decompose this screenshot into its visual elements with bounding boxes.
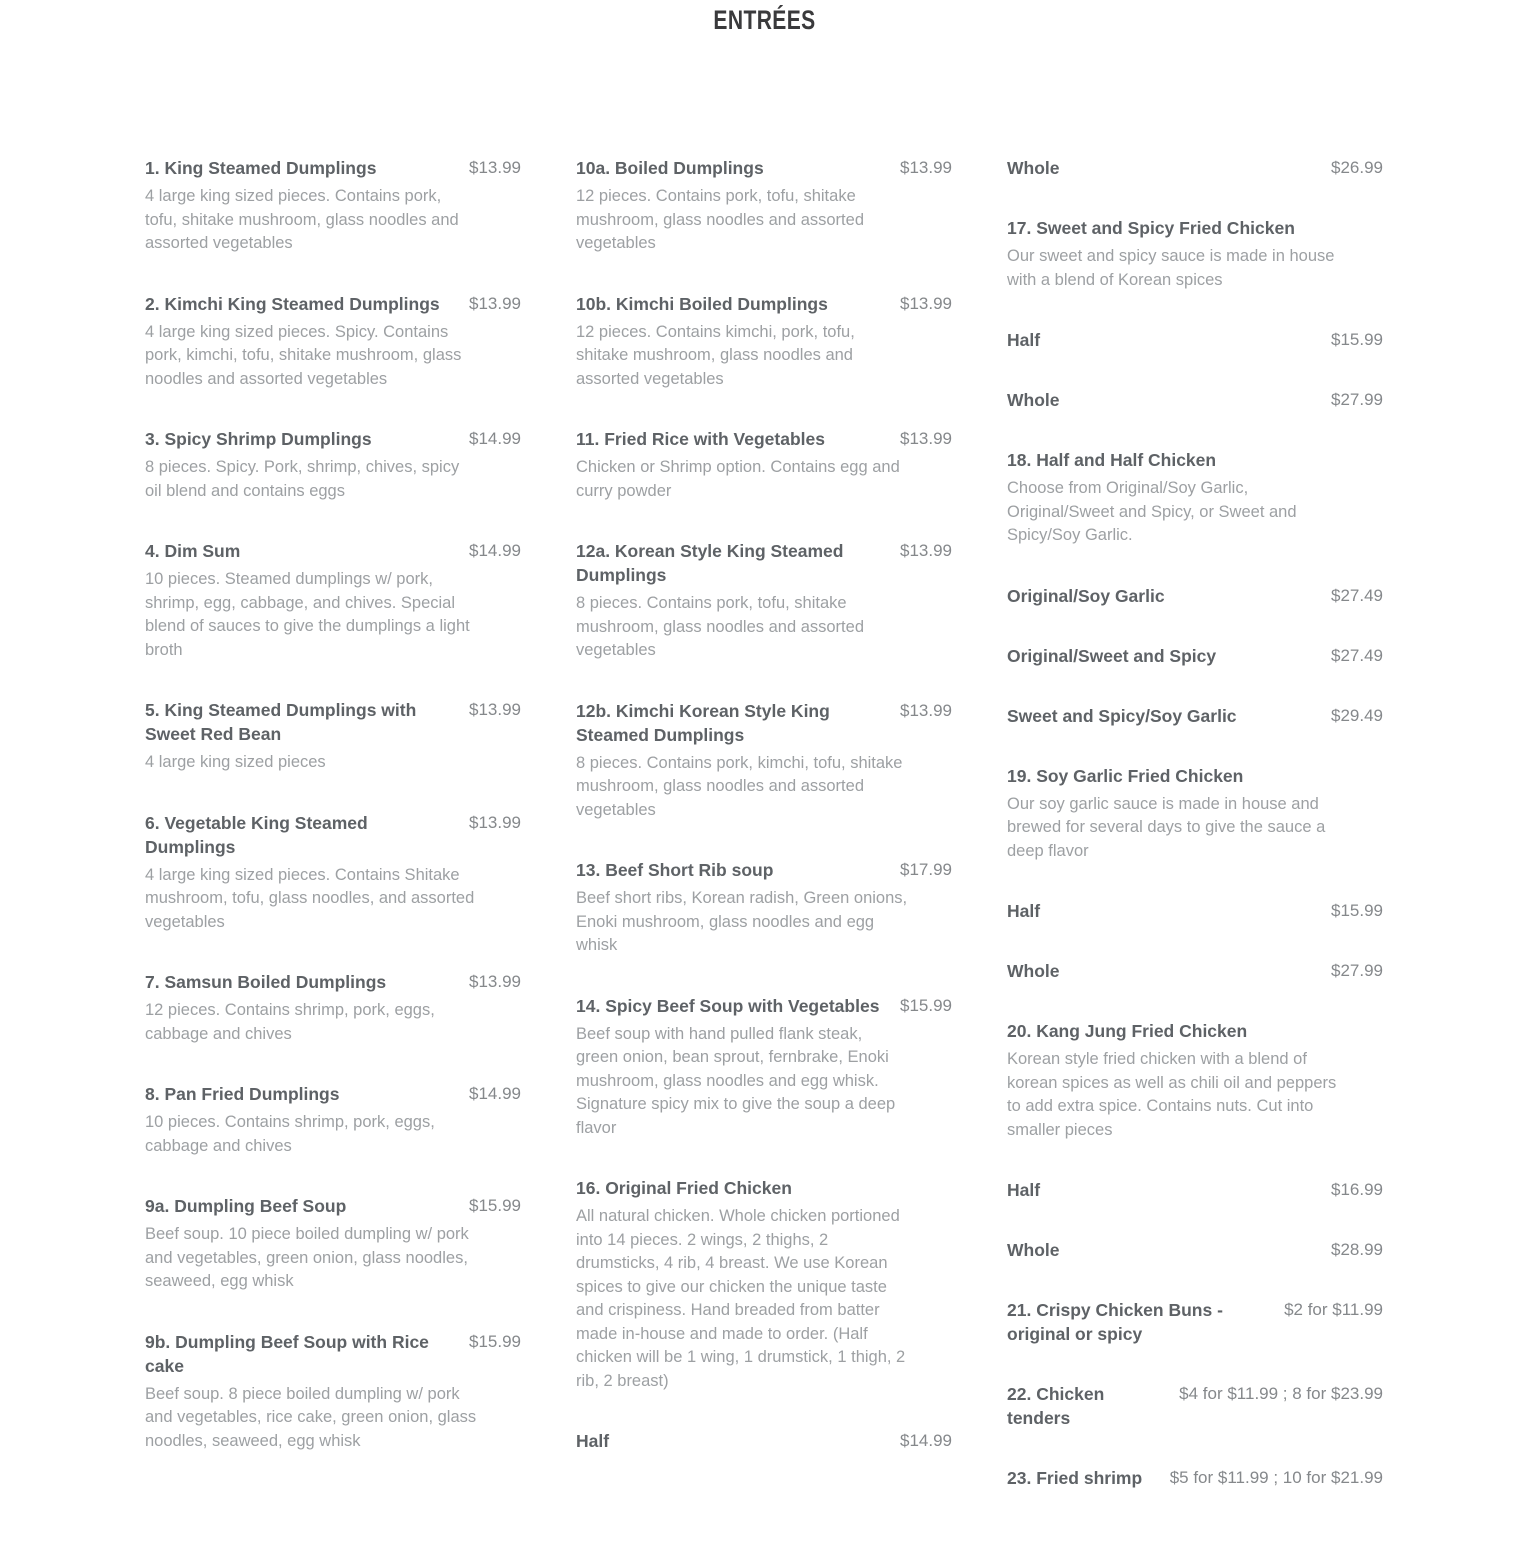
menu-item [1007, 764, 1383, 864]
item-price: $15.99 [900, 995, 952, 1015]
menu-item [145, 1194, 521, 1294]
item-price: $13.99 [900, 700, 952, 720]
item-price: $13.99 [469, 158, 521, 177]
item-title: 5. King Steamed Dumplings with Sweet Red Bean [145, 700, 417, 744]
menu-item [145, 698, 521, 775]
item-price: $15.99 [1331, 901, 1383, 920]
item-title: 13. Beef Short Rib soup [576, 860, 774, 880]
item-title: 21. Crispy Chicken Buns - original or spicy [1007, 1300, 1223, 1344]
item-description: Choose from Original/Soy Garlic, Original/Sweet and Spicy, or Sweet and Spicy/Soy Garlic. [1007, 479, 1297, 544]
menu-item-variant [576, 1429, 952, 1453]
item-description: 8 pieces. Contains pork, tofu, shitake mushroom, glass noodles and assorted vegetables [576, 594, 864, 659]
item-price: $13.99 [900, 541, 952, 560]
menu-item [145, 1330, 521, 1454]
item-title: 8. Pan Fried Dumplings [145, 1084, 340, 1104]
menu-item [145, 1082, 521, 1158]
menu-item [145, 292, 521, 392]
item-price: $17.99 [900, 860, 952, 879]
item-title: 4. Dim Sum [145, 541, 241, 561]
menu-item-variant [1007, 644, 1383, 668]
item-price: $13.99 [900, 293, 952, 313]
menu-item [576, 539, 952, 663]
menu-item-variant [1007, 584, 1383, 608]
item-title: 1. King Steamed Dumplings [145, 158, 377, 178]
item-title: 23. Fried shrimp [1007, 1468, 1143, 1488]
item-price: $26.99 [1331, 158, 1383, 177]
menu-item-variant [1007, 156, 1383, 180]
item-price: $2 for $11.99 [1284, 1300, 1383, 1319]
item-description: 10 pieces. Steamed dumplings w/ pork, shrimp, egg, cabbage, and chives. Special blend of sauces to give the dumplings a light broth [145, 570, 470, 659]
item-price: $29.49 [1331, 705, 1383, 725]
item-price: $13.99 [900, 429, 952, 448]
item-description: Our soy garlic sauce is made in house and brewed for several days to give the sauce a deep flavor [1007, 794, 1326, 860]
item-price: $15.99 [469, 1196, 521, 1215]
menu-item [576, 292, 952, 392]
menu-section [0, 156, 1530, 1526]
item-title: Original/Sweet and Spicy [1007, 645, 1217, 666]
menu-item-variant [1007, 959, 1383, 983]
item-description: Beef soup. 10 piece boiled dumpling w/ pork and vegetables, green onion, glass noodles, seaweed, egg whisk [145, 1225, 469, 1290]
menu-item [145, 970, 521, 1046]
item-title: Whole [1007, 158, 1060, 178]
item-price: $27.49 [1331, 585, 1383, 605]
menu-column-2 [576, 156, 952, 1526]
item-title: 12a. Korean Style King Steamed Dumplings [576, 541, 844, 585]
item-price: $15.99 [469, 1331, 521, 1351]
item-description: 10 pieces. Contains shrimp, pork, eggs, cabbage and chives [145, 1113, 435, 1155]
item-price: $14.99 [469, 429, 521, 448]
item-description: 4 large king sized pieces. Contains pork, tofu, shitake mushroom, glass noodles and assorted vegetables [145, 187, 459, 252]
item-description: Chicken or Shrimp option. Contains egg and curry powder [576, 458, 900, 500]
menu-item [1007, 1298, 1383, 1346]
item-price: $27.99 [1331, 961, 1383, 980]
item-price: $4 for $11.99 ; 8 for $23.99 [1179, 1384, 1383, 1403]
menu-item [576, 156, 952, 256]
item-title: 19. Soy Garlic Fried Chicken [1007, 765, 1244, 786]
item-price: $14.99 [900, 1431, 952, 1450]
item-description: Korean style fried chicken with a blend of korean spices as well as chili oil and peppers to add extra spice. Contains nuts. Cut into smaller pieces [1007, 1050, 1337, 1139]
item-price: $14.99 [469, 541, 521, 560]
item-price: $28.99 [1331, 1240, 1383, 1259]
item-title: 2. Kimchi King Steamed Dumplings [145, 293, 440, 314]
menu-column-1 [145, 156, 521, 1526]
item-title: 10b. Kimchi Boiled Dumplings [576, 293, 828, 314]
menu-item [576, 994, 952, 1141]
menu-item [145, 811, 521, 935]
item-description: 12 pieces. Contains pork, tofu, shitake mushroom, glass noodles and assorted vegetables [576, 187, 864, 252]
item-price: $13.99 [469, 700, 521, 719]
menu-item [145, 156, 521, 256]
item-title: Sweet and Spicy/Soy Garlic [1007, 705, 1237, 726]
item-title: 14. Spicy Beef Soup with Vegetables [576, 995, 880, 1016]
item-price: $27.49 [1331, 645, 1383, 665]
item-title: Original/Soy Garlic [1007, 585, 1165, 606]
item-description: All natural chicken. Whole chicken portioned into 14 pieces. 2 wings, 2 thighs, 2 drumsticks, 4 rib, 4 breast. We use Korean spices to give our chicken the unique taste and crispiness. Hand breaded from batter made in-house and made to order. (Half chicken will be 1 wing, 1 drumstick, 1 thigh, 2 rib, 2 breast) [576, 1207, 906, 1390]
item-price: $27.99 [1331, 390, 1383, 409]
item-description: Beef soup. 8 piece boiled dumpling w/ pork and vegetables, rice cake, green onion, glass noodles, seaweed, egg whisk [145, 1384, 477, 1450]
menu-item [576, 858, 952, 958]
item-price: $13.99 [900, 158, 952, 177]
item-title: 11. Fried Rice with Vegetables [576, 429, 825, 449]
menu-item-variant [1007, 704, 1383, 728]
menu-item-variant [1007, 1238, 1383, 1262]
item-description: 4 large king sized pieces. Spicy. Contains pork, kimchi, tofu, shitake mushroom, glass noodles and assorted vegetables [145, 322, 462, 388]
menu-column-3 [1007, 156, 1383, 1526]
item-description: 12 pieces. Contains kimchi, pork, tofu, shitake mushroom, glass noodles and assorted vegetables [576, 322, 855, 388]
menu-item-variant [1007, 1178, 1383, 1202]
item-title: 18. Half and Half Chicken [1007, 450, 1217, 470]
menu-item [1007, 1382, 1383, 1430]
item-title: 7. Samsun Boiled Dumplings [145, 972, 387, 992]
item-title: 6. Vegetable King Steamed Dumplings [145, 812, 368, 857]
item-description: 8 pieces. Spicy. Pork, shrimp, chives, spicy oil blend and contains eggs [145, 458, 460, 500]
item-title: Whole [1007, 390, 1060, 410]
page-title [0, 0, 1530, 34]
item-title: 20. Kang Jung Fried Chicken [1007, 1021, 1248, 1041]
item-title: Half [576, 1431, 610, 1451]
item-description: Our sweet and spicy sauce is made in house with a blend of Korean spices [1007, 247, 1335, 289]
item-description: 12 pieces. Contains shrimp, pork, eggs, cabbage and chives [145, 1001, 435, 1043]
item-price: $13.99 [469, 972, 521, 991]
menu-item [576, 1176, 952, 1393]
item-description: 8 pieces. Contains pork, kimchi, tofu, shitake mushroom, glass noodles and assorted vegetables [576, 753, 903, 819]
item-description: 4 large king sized pieces. Contains Shitake mushroom, tofu, glass noodles, and assorted vegetables [145, 865, 475, 931]
menu-item [145, 427, 521, 503]
menu-item-variant [1007, 328, 1383, 352]
item-title: 17. Sweet and Spicy Fried Chicken [1007, 218, 1295, 238]
item-title: Whole [1007, 961, 1060, 981]
page-title-text: ENTRÉES [713, 5, 817, 35]
item-price: $16.99 [1331, 1180, 1383, 1199]
menu-item-variant [1007, 388, 1383, 412]
menu-item [145, 539, 521, 662]
item-title: 22. Chicken tenders [1007, 1384, 1105, 1428]
item-title: Half [1007, 1180, 1041, 1200]
menu-item [1007, 1466, 1383, 1490]
menu-item [576, 427, 952, 503]
item-title: Half [1007, 330, 1041, 350]
item-title: 16. Original Fried Chicken [576, 1178, 792, 1198]
item-price: $15.99 [1331, 330, 1383, 349]
item-title: Whole [1007, 1240, 1060, 1260]
item-title: 9b. Dumpling Beef Soup with Rice cake [145, 1331, 429, 1376]
menu-item [1007, 448, 1383, 548]
item-price: $13.99 [469, 812, 521, 832]
item-title: 3. Spicy Shrimp Dumplings [145, 429, 372, 449]
item-price: $14.99 [469, 1084, 521, 1103]
item-title: 12b. Kimchi Korean Style King Steamed Dumplings [576, 700, 830, 745]
item-title: 9a. Dumpling Beef Soup [145, 1196, 347, 1216]
menu-item [1007, 1019, 1383, 1142]
item-price: $13.99 [469, 293, 521, 313]
menu-item [576, 699, 952, 823]
item-description: Beef short ribs, Korean radish, Green onions, Enoki mushroom, glass noodles and egg whisk [576, 889, 908, 954]
item-price: $5 for $11.99 ; 10 for $21.99 [1169, 1468, 1383, 1487]
item-title: Half [1007, 901, 1041, 921]
item-title: 10a. Boiled Dumplings [576, 158, 764, 178]
menu-item [1007, 216, 1383, 292]
menu-item-variant [1007, 899, 1383, 923]
item-description: Beef soup with hand pulled flank steak, green onion, bean sprout, fernbrake, Enoki mushroom, glass noodles and egg whisk. Signature spicy mix to give the soup a deep flavor [576, 1024, 896, 1137]
item-description: 4 large king sized pieces [145, 753, 326, 771]
